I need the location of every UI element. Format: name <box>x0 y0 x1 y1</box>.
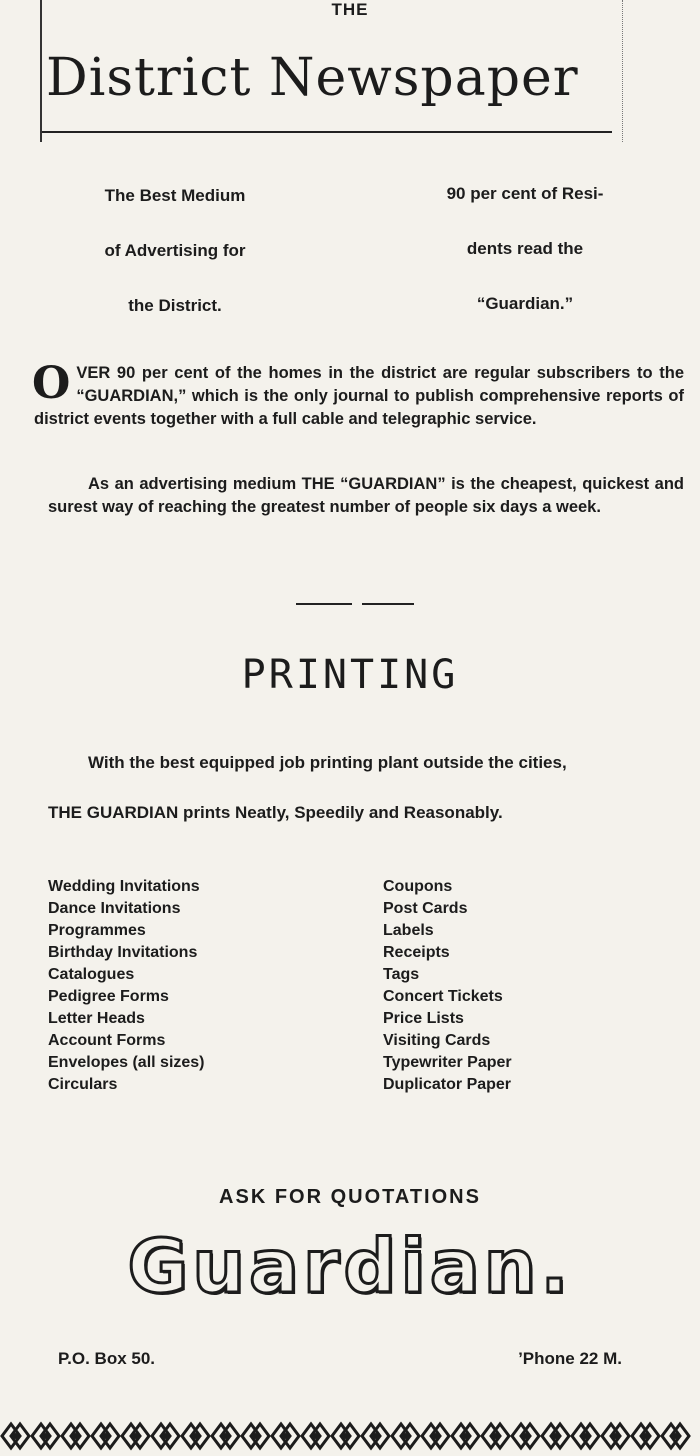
border-knot <box>122 1424 149 1448</box>
lead-right-line: 90 per cent of Resi- <box>446 184 604 203</box>
printing-item: Typewriter Paper <box>383 1054 512 1071</box>
paragraph-advertising: As an advertising medium THE “GUARDIAN” is the cheapest, quickest and surest way of reaching the greatest number of people six days a week. <box>48 475 684 516</box>
border-knot <box>32 1424 59 1448</box>
lead-right-line: “Guardian.” <box>476 294 574 313</box>
border-knot <box>182 1424 209 1448</box>
dropcap: O <box>32 358 71 409</box>
lead-left-line: of Advertising for <box>104 241 246 260</box>
border-knot <box>242 1424 269 1448</box>
decorative-border <box>0 1418 700 1454</box>
border-knot <box>452 1424 479 1448</box>
printing-item: Letter Heads <box>48 1010 145 1027</box>
printing-item: Tags <box>383 966 420 983</box>
border-knot <box>512 1424 539 1448</box>
border-knot <box>482 1424 509 1448</box>
ask-for-quotations: ASK FOR QUOTATIONS <box>219 1186 481 1208</box>
printing-item: Programmes <box>48 922 146 939</box>
border-knot <box>2 1424 29 1448</box>
printing-item: Concert Tickets <box>383 988 503 1005</box>
printing-item: Pedigree Forms <box>48 988 169 1005</box>
printing-item: Labels <box>383 922 434 939</box>
printing-line-1: With the best equipped job printing plant outside the cities, <box>88 753 567 772</box>
printing-item: Birthday Invitations <box>48 944 198 961</box>
lead-right-line: dents read the <box>466 239 584 258</box>
lead-left-line: the District. <box>128 296 222 315</box>
border-knot <box>662 1424 689 1448</box>
printing-item: Receipts <box>383 944 450 961</box>
border-knot <box>62 1424 89 1448</box>
border-knot <box>332 1424 359 1448</box>
lead-left-line: The Best Medium <box>104 186 246 205</box>
border-knot <box>302 1424 329 1448</box>
separator-left <box>296 603 352 605</box>
printing-item: Envelopes (all sizes) <box>48 1054 205 1071</box>
printing-items-left <box>48 876 205 1096</box>
printing-heading: PRINTING <box>241 652 459 698</box>
printing-item: Post Cards <box>383 900 468 917</box>
masthead-rule <box>42 131 612 133</box>
border-knot <box>422 1424 449 1448</box>
printing-line-2: THE GUARDIAN prints Neatly, Speedily and Reasonably. <box>48 803 503 822</box>
printing-item: Account Forms <box>48 1032 166 1049</box>
printing-items-right <box>383 876 512 1096</box>
paragraph-circulation <box>32 358 684 431</box>
printing-item: Visiting Cards <box>383 1032 491 1049</box>
printing-item: Wedding Invitations <box>48 878 200 895</box>
border-knot <box>572 1424 599 1448</box>
printing-item: Coupons <box>383 878 453 895</box>
phone-number: ’Phone 22 M. <box>518 1349 622 1368</box>
guardian-logo: Guardian. <box>127 1224 573 1310</box>
border-knot <box>152 1424 179 1448</box>
border-knot <box>602 1424 629 1448</box>
border-knot <box>362 1424 389 1448</box>
masthead-the: THE <box>331 0 369 19</box>
border-knot <box>272 1424 299 1448</box>
printing-item: Circulars <box>48 1076 118 1093</box>
border-knot <box>392 1424 419 1448</box>
printing-item: Catalogues <box>48 966 135 983</box>
masthead-title: District Newspaper <box>46 48 579 108</box>
border-knot <box>632 1424 659 1448</box>
border-knot <box>542 1424 569 1448</box>
separator-right <box>362 603 414 605</box>
printing-item: Duplicator Paper <box>383 1076 512 1093</box>
border-knot <box>212 1424 239 1448</box>
border-knot <box>92 1424 119 1448</box>
po-box: P.O. Box 50. <box>58 1349 156 1368</box>
paragraph-circulation-text: VER 90 per cent of the homes in the district are regular subscribers to the “GUARDIAN,” which is the only journal to publish comprehensive reports of district events together with a full cable and telegraphic service. <box>34 364 684 428</box>
printing-item: Dance Invitations <box>48 900 181 917</box>
printing-item: Price Lists <box>383 1010 464 1027</box>
